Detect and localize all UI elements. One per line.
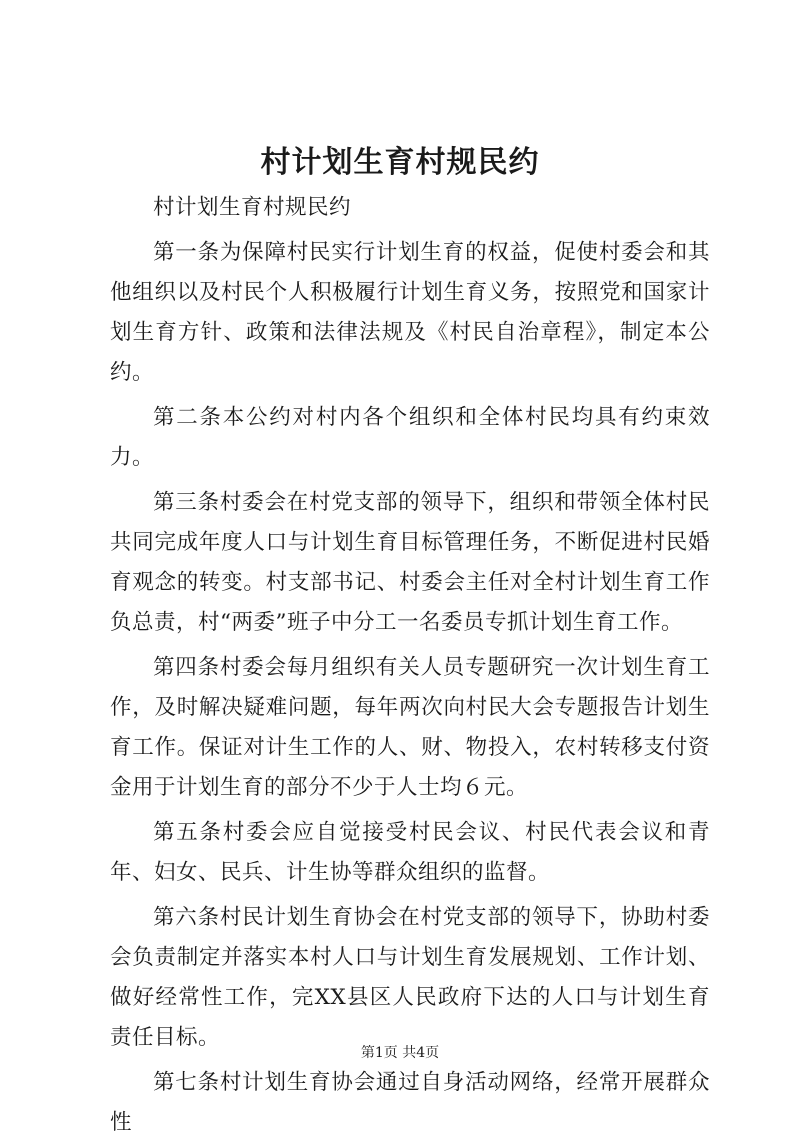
paragraph-article-4: 第四条村委会每月组织有关人员专题研究一次计划生育工作，及时解决疑难问题，每年两次向村民大会专题报告计划生育工作。保证对计生工作的人、财、物投入，农村转移支付资金用于计划生育的部分不少于人士均６元。 <box>110 655 710 800</box>
paragraph-article-2: 第二条本公约对村内各个组织和全体村民均具有约束效力。 <box>110 405 710 470</box>
document-body <box>110 188 710 1148</box>
paragraph-article-1: 第一条为保障村民实行计划生育的权益，促使村委会和其他组织以及村民个人积极履行计划生育义务，按照党和国家计划生育方针、政策和法律法规及《村民自治章程》，制定本公约。 <box>110 240 710 385</box>
page-number-footer: 第1页 共4页 <box>360 1045 440 1061</box>
paragraph-article-6: 第六条村民计划生育协会在村党支部的领导下，协助村委会负责制定并落实本村人口与计划生育发展规划、工作计划、做好经常性工作，完XX县区人民政府下达的人口与计划生育责任目标。 <box>110 905 710 1050</box>
paragraph-article-5: 第五条村委会应自觉接受村民会议、村民代表会议和青年、妇女、民兵、计生协等群众组织的监督。 <box>110 820 710 885</box>
document-title: 村计划生育村规民约 <box>260 145 540 180</box>
paragraph-article-3: 第三条村委会在村党支部的领导下，组织和带领全体村民共同完成年度人口与计划生育目标管理任务，不断促进村民婚育观念的转变。村支部书记、村委会主任对全村计划生育工作负总责，村“两委”班子中分工一名委员专抓计划生育工作。 <box>110 490 710 635</box>
paragraph-article-7: 第七条村计划生育协会通过自身活动网络，经常开展群众性 <box>110 1070 710 1135</box>
paragraph-subtitle: 村计划生育村规民约 <box>153 195 352 220</box>
